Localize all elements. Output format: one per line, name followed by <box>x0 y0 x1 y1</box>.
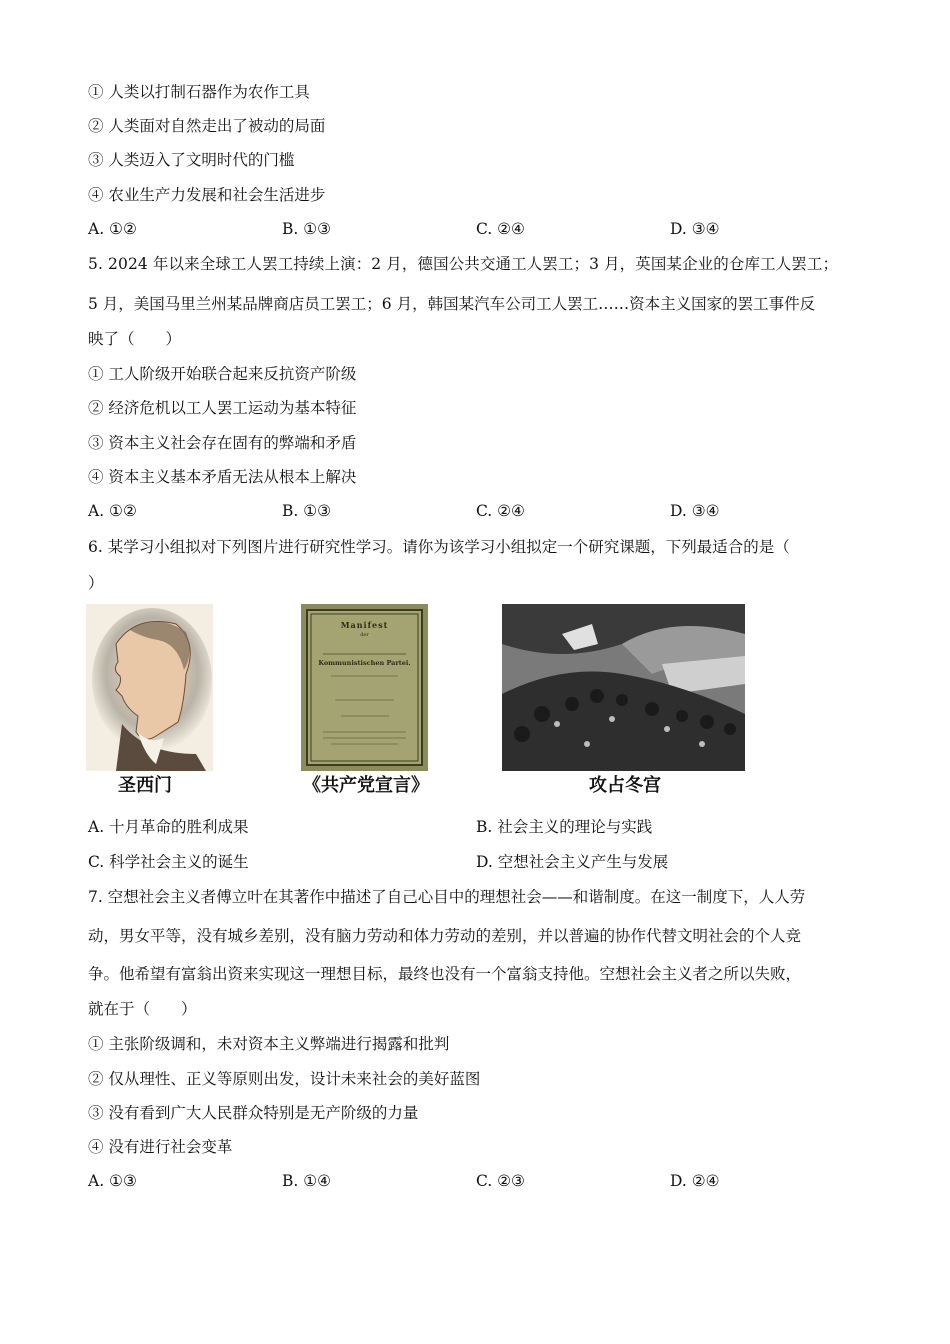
q7-option-d[interactable]: D. ②④ <box>670 1172 720 1190</box>
q7-option-c[interactable]: C. ②③ <box>476 1172 525 1190</box>
q5-option-a[interactable]: A. ①② <box>88 502 137 520</box>
q7-stem-line-1: 7. 空想社会主义者傅立叶在其著作中描述了自己心目中的理想社会——和谐制度。在这一制度下，人人劳 <box>88 888 806 906</box>
q5-stem-line-3: 映了（ ） <box>88 330 182 348</box>
q6-option-c[interactable]: C. 科学社会主义的诞生 <box>88 853 249 871</box>
q4-item-3: ③ 人类迈入了文明时代的门槛 <box>88 151 295 169</box>
q5-item-1: ① 工人阶级开始联合起来反抗资产阶级 <box>88 365 357 383</box>
q6-option-b[interactable]: B. 社会主义的理论与实践 <box>476 818 653 836</box>
caption-saint-simon: 圣西门 <box>118 775 172 796</box>
q7-item-3: ③ 没有看到广大人民群众特别是无产阶级的力量 <box>88 1104 419 1122</box>
q5-option-c[interactable]: C. ②④ <box>476 502 525 520</box>
q4-item-2: ② 人类面对自然走出了被动的局面 <box>88 117 326 135</box>
q4-option-a[interactable]: A. ①② <box>88 220 137 238</box>
caption-winter-palace: 攻占冬宫 <box>589 775 661 796</box>
q4-item-1: ① 人类以打制石器作为农作工具 <box>88 83 310 101</box>
q5-option-b[interactable]: B. ①③ <box>282 502 332 520</box>
saint-simon-portrait <box>86 604 213 771</box>
q6-option-d[interactable]: D. 空想社会主义产生与发展 <box>476 853 669 871</box>
q5-stem-line-2: 5 月，美国马里兰州某品牌商店员工罢工；6 月，韩国某汽车公司工人罢工……资本主义国家的罢工事件反 <box>88 295 816 313</box>
manifesto-title-word-3: Kommunistischen Partei. <box>318 659 411 667</box>
q6-stem-line-1: 6. 某学习小组拟对下列图片进行研究性学习。请你为该学习小组拟定一个研究课题，下列最适合的是（ <box>88 538 790 556</box>
q5-stem-line-1: 5. 2024 年以来全球工人罢工持续上演：2 月，德国公共交通工人罢工；3 月，英国某企业的仓库工人罢工； <box>88 255 839 273</box>
q7-item-2: ② 仅从理性、正义等原则出发，设计未来社会的美好蓝图 <box>88 1070 481 1088</box>
q6-option-a[interactable]: A. 十月革命的胜利成果 <box>88 818 249 836</box>
q7-item-4: ④ 没有进行社会变革 <box>88 1138 233 1156</box>
manifesto-title-word-2: der <box>360 632 369 638</box>
q4-option-c[interactable]: C. ②④ <box>476 220 525 238</box>
q4-option-b[interactable]: B. ①③ <box>282 220 332 238</box>
q5-item-3: ③ 资本主义社会存在固有的弊端和矛盾 <box>88 434 357 452</box>
q7-option-b[interactable]: B. ①④ <box>282 1172 332 1190</box>
q5-item-2: ② 经济危机以工人罢工运动为基本特征 <box>88 399 357 417</box>
manifesto-cover <box>301 604 428 771</box>
q6-stem-line-2: ） <box>88 574 104 592</box>
q7-option-a[interactable]: A. ①③ <box>88 1172 137 1190</box>
q7-stem-line-3: 争。他希望有富翁出资来实现这一理想目标，最终也没有一个富翁支持他。空想社会主义者之所以失败， <box>88 965 802 983</box>
q7-item-1: ① 主张阶级调和，未对资本主义弊端进行揭露和批判 <box>88 1035 450 1053</box>
q4-item-4: ④ 农业生产力发展和社会生活进步 <box>88 186 326 204</box>
q5-option-d[interactable]: D. ③④ <box>670 502 720 520</box>
q5-item-4: ④ 资本主义基本矛盾无法从根本上解决 <box>88 468 357 486</box>
caption-manifesto: 《共产党宣言》 <box>303 775 429 796</box>
winter-palace-image <box>502 604 745 771</box>
q7-stem-line-4: 就在于（ ） <box>88 1000 197 1018</box>
q4-option-d[interactable]: D. ③④ <box>670 220 720 238</box>
manifesto-title-word-1: Manifest <box>340 620 389 630</box>
q7-stem-line-2: 动，男女平等，没有城乡差别，没有脑力劳动和体力劳动的差别，并以普遍的协作代替文明社会的个人竞 <box>88 927 802 945</box>
